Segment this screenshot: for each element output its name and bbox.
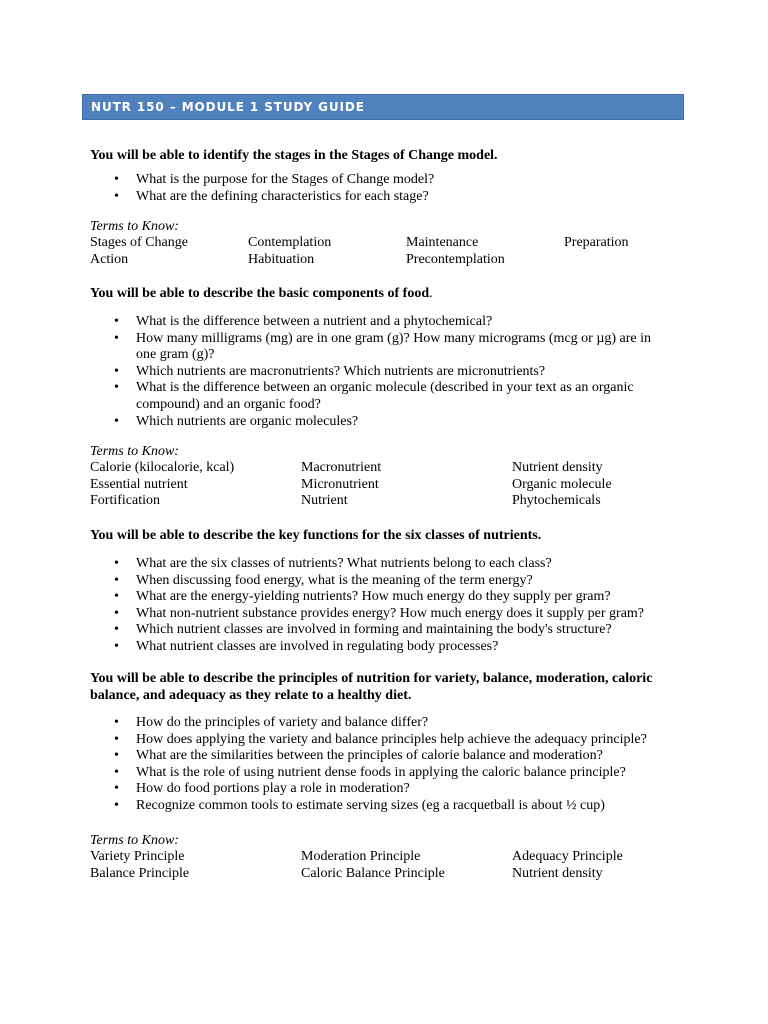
terms-label: Terms to Know: [90, 833, 179, 848]
section-2-bullets [90, 314, 670, 430]
term: Action [90, 251, 129, 267]
list-item: • What are the similarities between the principles of calorie balance and moderation? [90, 748, 670, 765]
term: Preparation [564, 235, 629, 250]
term: Precontemplation [406, 251, 505, 267]
terms-row [90, 493, 690, 510]
term: Habituation [248, 251, 315, 267]
terms-row [90, 252, 690, 269]
term: Maintenance [406, 235, 479, 250]
term: Micronutrient [301, 476, 379, 492]
term: Phytochemicals [512, 493, 601, 509]
list-item: • When discussing food energy, what is the meaning of the term energy? [90, 573, 670, 590]
term: Nutrient density [512, 865, 603, 881]
section-4-bullets [90, 715, 670, 815]
list-item: • What are the energy-yielding nutrients? How much energy do they supply per gram? [90, 589, 670, 606]
term: Nutrient [301, 493, 348, 509]
list-item: • Which nutrients are organic molecules? [90, 414, 670, 431]
section-1-bullets [90, 172, 670, 205]
list-item: • What is the difference between a nutrient and a phytochemical? [90, 314, 670, 331]
terms-row [90, 477, 690, 494]
term: Balance Principle [90, 865, 190, 881]
term: Contemplation [248, 235, 332, 250]
term: Stages of Change [90, 235, 188, 250]
list-item: • What is the role of using nutrient dense foods in applying the caloric balance principle? [90, 765, 670, 782]
section-3-bullets [90, 556, 670, 656]
term: Moderation Principle [301, 849, 421, 864]
list-item: • Which nutrients are macronutrients? Which nutrients are micronutrients? [90, 364, 670, 381]
term: Macronutrient [301, 460, 382, 475]
section-1-heading: You will be able to identify the stages in the Stages of Change model. [90, 148, 498, 163]
term: Organic molecule [512, 476, 612, 492]
terms-row [90, 235, 690, 252]
section-2-heading-suffix: . [429, 286, 433, 301]
terms-label: Terms to Know: [90, 444, 179, 459]
title-bar [82, 94, 684, 120]
section-2-heading-text: You will be able to describe the basic components of food [90, 286, 430, 301]
list-item: • Which nutrient classes are involved in forming and maintaining the body's structure? [90, 622, 670, 639]
term: Calorie (kilocalorie, kcal) [90, 460, 235, 475]
list-item: • How do food portions play a role in moderation? [90, 781, 670, 798]
list-item: • What non-nutrient substance provides energy? How much energy does it supply per gram? [90, 606, 670, 623]
terms-grid-2 [90, 460, 690, 510]
list-item: • What are the defining characteristics for each stage? [90, 189, 670, 206]
list-item: • How does applying the variety and balance principles help achieve the adequacy principle? [90, 732, 670, 749]
term: Nutrient density [512, 460, 603, 475]
terms-row [90, 866, 690, 883]
list-item: • How do the principles of variety and balance differ? [90, 715, 670, 732]
terms-grid-1 [90, 235, 690, 268]
section-3-heading: You will be able to describe the key functions for the six classes of nutrients. [90, 528, 542, 543]
list-item: • What are the six classes of nutrients? What nutrients belong to each class? [90, 556, 670, 573]
list-item: • How many milligrams (mg) are in one gram (g)? How many micrograms (mcg or µg) are in one gram (g)? [90, 331, 670, 364]
terms-label: Terms to Know: [90, 219, 179, 234]
term: Adequacy Principle [512, 849, 623, 864]
list-item: • Recognize common tools to estimate serving sizes (eg a racquetball is about ½ cup) [90, 798, 670, 815]
terms-row [90, 849, 690, 866]
list-item: • What nutrient classes are involved in regulating body processes? [90, 639, 670, 656]
list-item: • What is the difference between an organic molecule (described in your text as an organic compound) and an organic food? [90, 380, 670, 413]
term: Variety Principle [90, 849, 185, 864]
terms-row [90, 460, 690, 477]
section-4-heading: You will be able to describe the principles of nutrition for variety, balance, moderation, caloric balance, and adequacy as they relate to a healthy diet. [90, 671, 653, 703]
document-title: NUTR 150 – MODULE 1 STUDY GUIDE [91, 100, 365, 114]
term: Caloric Balance Principle [301, 865, 445, 881]
list-item: • What is the purpose for the Stages of Change model? [90, 172, 670, 189]
term: Essential nutrient [90, 476, 188, 492]
term: Fortification [90, 493, 160, 509]
terms-grid-4 [90, 849, 690, 882]
section-2-heading [90, 285, 670, 302]
